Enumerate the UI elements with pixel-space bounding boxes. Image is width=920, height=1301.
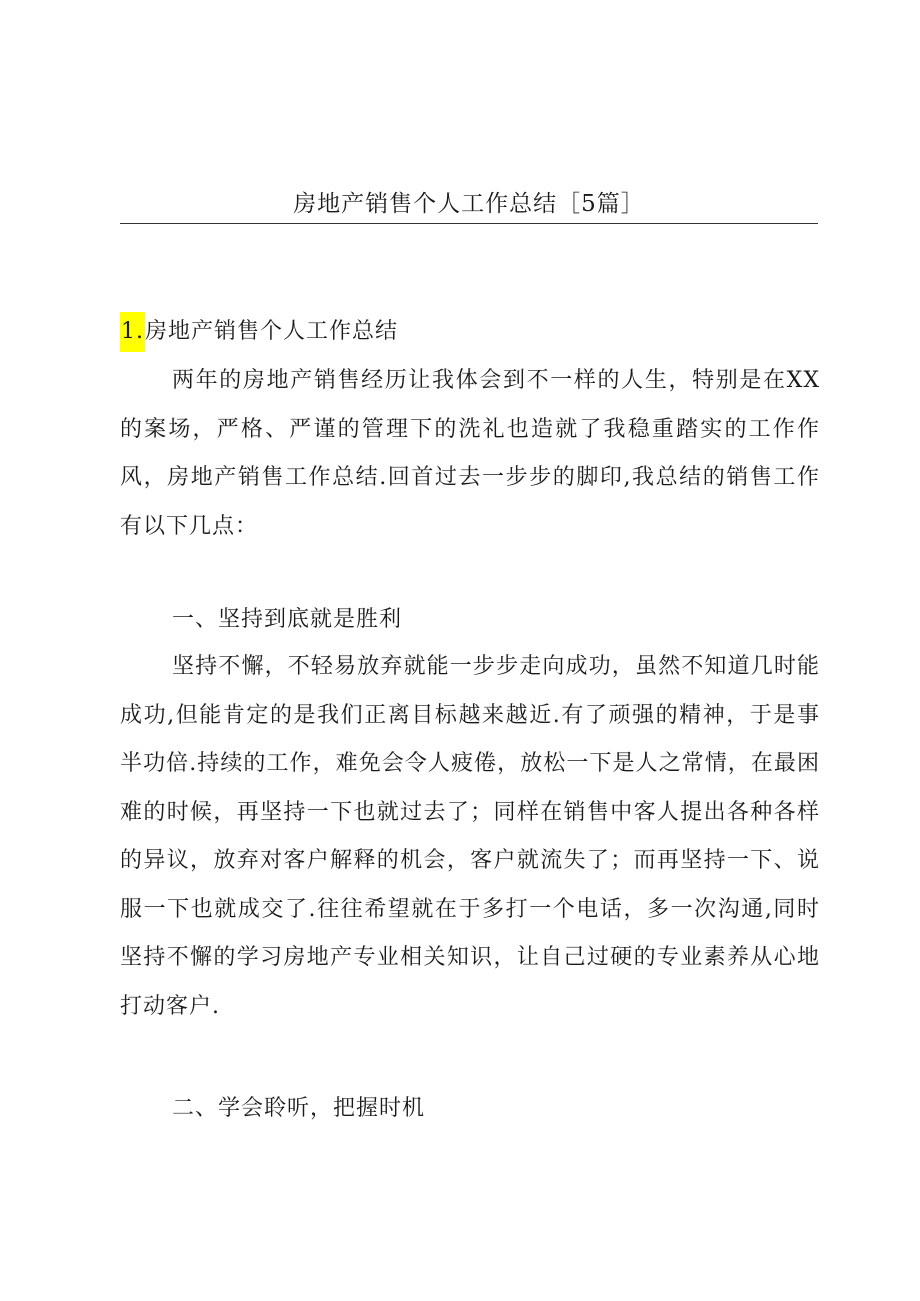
point-one-paragraph: 坚持不懈，不轻易放弃就能一步步走向成功，虽然不知道几时能成功,但能肯定的是我们正离目标越来越近.有了顽强的精神，于是事半功倍.持续的工作，难免会令人疲倦，放松一下是人之常情，在最困难的时候，再坚持一下也就过去了；同样在销售中客人提出各种各样的异议，放弃对客户解释的机会，客户就流失了；而再坚持一下、说服一下也就成交了.往往希望就在于多打一个电话，多一次沟通,同时坚持不懈的学习房地产专业相关知识，让自己过硬的专业素养从心地打动客户. bbox=[120, 654, 820, 1019]
section-number-highlight: 1. bbox=[120, 312, 145, 352]
intro-paragraph: 两年的房地产销售经历让我体会到不一样的人生，特别是在XX的案场，严格、严谨的管理下的洗礼也造就了我稳重踏实的工作作风，房地产销售工作总结.回首过去一步步的脚印,我总结的销售工作有以下几点： bbox=[120, 368, 820, 539]
section-heading-text: 房地产销售个人工作总结 bbox=[145, 319, 399, 344]
document-title: 房地产销售个人工作总结［5篇］ bbox=[293, 191, 645, 217]
section-heading bbox=[120, 312, 398, 352]
point-one-heading: 一、坚持到底就是胜利 bbox=[172, 607, 403, 632]
point-two-heading: 二、学会聆听，把握时机 bbox=[172, 1096, 426, 1121]
title-underline bbox=[120, 223, 818, 224]
